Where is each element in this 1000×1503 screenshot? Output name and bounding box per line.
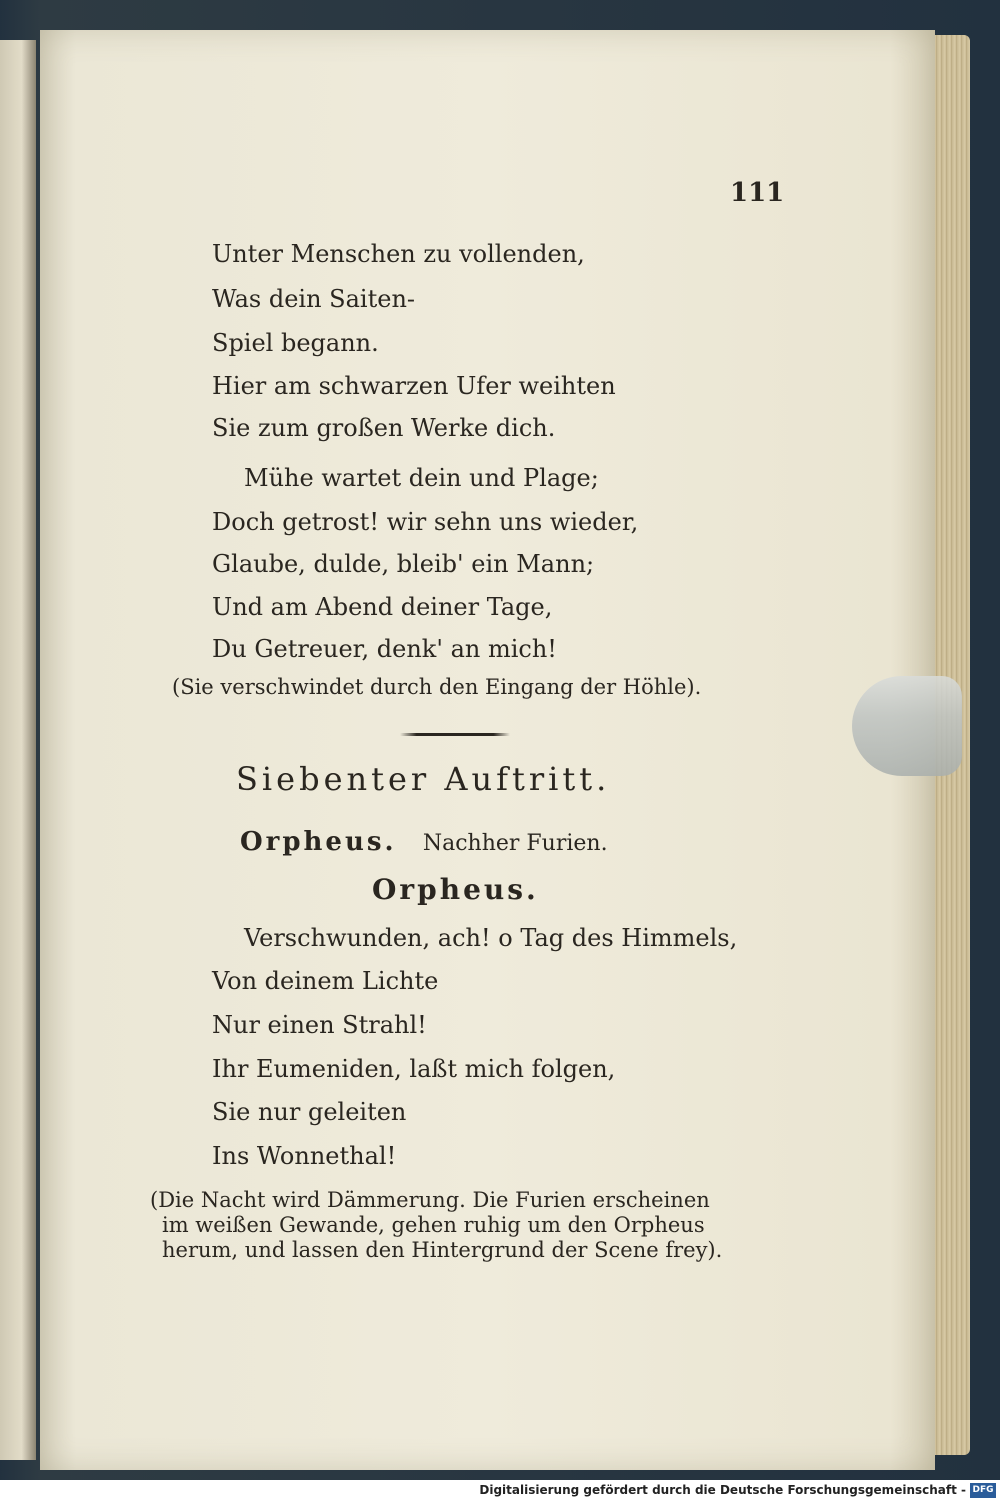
verse-line: Ins Wonnethal! — [212, 1142, 397, 1170]
verse-line: Unter Menschen zu vollenden, — [212, 240, 585, 268]
verse-line: Und am Abend deiner Tage, — [212, 593, 553, 621]
verse-line: Du Getreuer, denk' an mich! — [212, 635, 557, 663]
verse-line: Nur einen Strahl! — [212, 1011, 427, 1039]
character-rest: Nachher Furien. — [422, 831, 608, 856]
verse-line: Spiel begann. — [212, 329, 379, 357]
stage-direction-line: im weißen Gewande, gehen ruhig um den Orpheus — [162, 1213, 705, 1237]
stage-direction-line: (Die Nacht wird Dämmerung. Die Furien erscheinen — [150, 1188, 710, 1212]
verse-line: Ihr Eumeniden, laßt mich folgen, — [212, 1055, 616, 1083]
speaker-name: Orpheus. — [372, 873, 539, 906]
characters-line — [240, 827, 608, 857]
verse-line: Verschwunden, ach! o Tag des Himmels, — [244, 924, 738, 952]
book-clamp — [852, 676, 962, 776]
stage-direction: (Sie verschwindet durch den Eingang der Höhle). — [172, 675, 702, 699]
facing-page-edge — [0, 40, 36, 1460]
character-main: Orpheus. — [240, 827, 397, 857]
page-number: 111 — [730, 178, 785, 208]
verse-line: Was dein Saiten- — [212, 285, 416, 313]
section-divider — [400, 733, 510, 736]
verse-line: Doch getrost! wir sehn uns wieder, — [212, 508, 639, 536]
stage-direction-line: herum, und lassen den Hintergrund der Scene frey). — [162, 1238, 723, 1262]
footer-credit: Digitalisierung gefördert durch die Deutsche Forschungsgemeinschaft - — [479, 1483, 966, 1497]
verse-line: Glaube, dulde, bleib' ein Mann; — [212, 550, 595, 578]
verse-line: Mühe wartet dein und Plage; — [244, 464, 599, 492]
verse-line: Sie nur geleiten — [212, 1098, 407, 1126]
dfg-logo-icon: DFG — [970, 1483, 996, 1498]
verse-line: Von deinem Lichte — [212, 967, 439, 995]
verse-line: Hier am schwarzen Ufer weihten — [212, 372, 616, 400]
verse-line: Sie zum großen Werke dich. — [212, 414, 556, 442]
digitization-footer — [0, 1480, 1000, 1503]
scene-heading: Siebenter Auftritt. — [236, 760, 611, 798]
